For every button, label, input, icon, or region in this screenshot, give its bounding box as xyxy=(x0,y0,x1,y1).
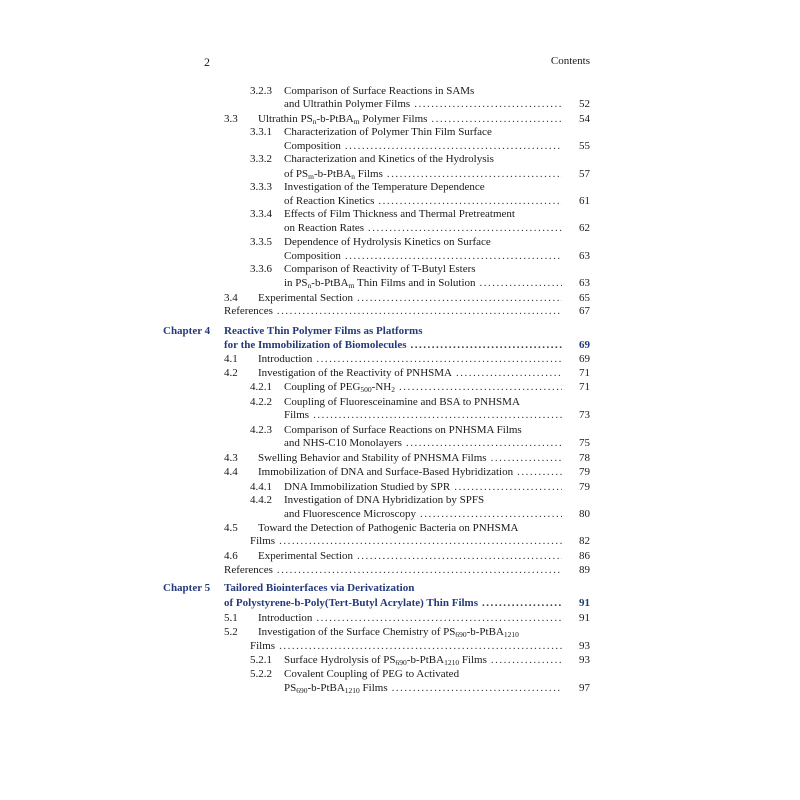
section-title: and Ultrathin Polymer Films xyxy=(284,98,411,110)
section-title: DNA Immobilization Studied by SPR xyxy=(284,481,451,493)
dot-leader xyxy=(482,597,562,610)
toc-entry xyxy=(250,640,590,653)
section-title: of $PS_m-b-PtBA_n$ Films xyxy=(284,168,383,181)
section-title: Covalent Coupling of PEG to Activated xyxy=(284,668,460,680)
page-number-ref: 82 xyxy=(579,535,590,547)
toc-entry xyxy=(224,367,590,380)
toc-entry xyxy=(250,126,590,139)
toc-entry xyxy=(250,263,590,276)
page-number-ref: 63 xyxy=(579,277,590,289)
toc-entry xyxy=(284,222,590,235)
section-title: Characterization of Polymer Thin Film Surface xyxy=(284,126,492,138)
dot-leader xyxy=(277,564,562,577)
section-number: 3.4 xyxy=(224,292,238,304)
section-number: 4.6 xyxy=(224,550,238,562)
toc-entry xyxy=(284,250,590,263)
section-title: Films xyxy=(284,409,310,421)
section-number: 3.3.2 xyxy=(250,153,272,165)
page-number-ref: 65 xyxy=(579,292,590,304)
toc-entry xyxy=(284,140,590,153)
section-title: Coupling of Fluoresceinamine and BSA to PNHSMA xyxy=(284,396,520,408)
section-number: 5.2.1 xyxy=(250,654,272,666)
section-title: Experimental Section xyxy=(258,292,353,304)
section-title: Introduction xyxy=(258,353,313,365)
section-title: Introduction xyxy=(258,612,313,624)
section-title: Coupling of $PEG_{500}-NH_2$ xyxy=(284,381,395,394)
dot-leader xyxy=(279,535,562,548)
dot-leader xyxy=(313,409,562,422)
toc-entry xyxy=(224,339,590,352)
running-header: Contents xyxy=(550,55,590,67)
dot-leader xyxy=(279,640,562,653)
page-number-ref: 54 xyxy=(579,113,590,125)
page-number: 2 xyxy=(204,55,210,69)
section-title: Swelling Behavior and Stability of PNHSMA Films xyxy=(258,452,487,464)
section-title: for the Immobilization of Biomolecules xyxy=(224,339,407,351)
page-number-ref: 71 xyxy=(579,367,590,379)
page-number-ref: 93 xyxy=(579,654,590,666)
toc-entry xyxy=(224,325,590,338)
section-title: of Polystyrene-b-Poly(Tert-Butyl Acrylate) Thin Films xyxy=(224,597,478,609)
section-title: of Reaction Kinetics xyxy=(284,195,375,207)
section-number: 3.3.5 xyxy=(250,236,272,248)
section-number: 4.4.2 xyxy=(250,494,272,506)
section-number: 5.2 xyxy=(224,626,238,638)
toc-entry xyxy=(284,168,590,181)
section-number: 3.3.4 xyxy=(250,208,272,220)
toc-entry xyxy=(284,98,590,111)
section-title: on Reaction Rates xyxy=(284,222,365,234)
toc-entry xyxy=(284,409,590,422)
toc-entry xyxy=(224,564,590,577)
section-number: 3.3 xyxy=(224,113,238,125)
section-title: Characterization and Kinetics of the Hydrolysis xyxy=(284,153,494,165)
toc-entry xyxy=(250,654,590,667)
dot-leader xyxy=(368,222,562,235)
page-number-ref: 69 xyxy=(579,339,590,351)
dot-leader xyxy=(345,250,562,263)
dot-leader xyxy=(456,367,562,380)
dot-leader xyxy=(420,508,562,521)
section-title: Investigation of the Temperature Dependence xyxy=(284,181,485,193)
section-title: Comparison of Surface Reactions on PNHSMA Films xyxy=(284,424,522,436)
toc-entry xyxy=(224,582,590,595)
section-number: 4.5 xyxy=(224,522,238,534)
dot-leader xyxy=(491,654,562,667)
dot-leader xyxy=(316,612,562,625)
toc-entry xyxy=(250,381,590,394)
page-number-ref: 67 xyxy=(579,305,590,317)
dot-leader xyxy=(392,682,562,695)
section-title: Composition xyxy=(284,140,341,152)
page-number-ref: 71 xyxy=(579,381,590,393)
section-number: 3.2.3 xyxy=(250,85,272,97)
page-number-ref: 52 xyxy=(579,98,590,110)
section-number: 4.4 xyxy=(224,466,238,478)
dot-leader xyxy=(411,339,563,352)
page-number-ref: 91 xyxy=(579,612,590,624)
toc-entry xyxy=(224,550,590,563)
section-number: 4.2.2 xyxy=(250,396,272,408)
section-number: 3.3.1 xyxy=(250,126,272,138)
section-number: 3.3.6 xyxy=(250,263,272,275)
toc-entry xyxy=(224,612,590,625)
page-number-ref: 91 xyxy=(579,597,590,609)
dot-leader xyxy=(480,277,562,290)
toc-entry xyxy=(284,195,590,208)
toc-entry xyxy=(250,494,590,507)
section-number: 5.1 xyxy=(224,612,238,624)
section-number: 4.2.3 xyxy=(250,424,272,436)
chapter-label: Chapter 4 xyxy=(163,325,211,337)
toc-entry xyxy=(224,597,590,610)
page-number-ref: 57 xyxy=(579,168,590,180)
toc-entry xyxy=(250,396,590,409)
section-title: in $PS_n-b-PtBA_m$ Thin Films and in Solution xyxy=(284,277,476,290)
page-number-ref: 89 xyxy=(579,564,590,576)
section-title: Composition xyxy=(284,250,341,262)
toc-entry xyxy=(250,668,590,681)
dot-leader xyxy=(316,353,562,366)
section-title: Toward the Detection of Pathogenic Bacteria on PNHSMA xyxy=(258,522,519,534)
toc-entry xyxy=(284,437,590,450)
page-number-ref: 78 xyxy=(579,452,590,464)
page-number-ref: 55 xyxy=(579,140,590,152)
page-number-ref: 62 xyxy=(579,222,590,234)
section-number: 4.3 xyxy=(224,452,238,464)
section-title: Comparison of Surface Reactions in SAMs xyxy=(284,85,475,97)
toc-entry xyxy=(284,508,590,521)
toc-entry xyxy=(224,305,590,318)
section-title: References xyxy=(224,564,273,576)
section-number: 4.2.1 xyxy=(250,381,272,393)
page-number-ref: 93 xyxy=(579,640,590,652)
page-number-ref: 97 xyxy=(579,682,590,694)
toc-entry xyxy=(284,277,590,290)
dot-leader xyxy=(517,466,562,479)
dot-leader xyxy=(345,140,562,153)
section-title: Films xyxy=(250,535,276,547)
page-number-ref: 75 xyxy=(579,437,590,449)
dot-leader xyxy=(277,305,562,318)
section-title: Effects of Film Thickness and Thermal Pretreatment xyxy=(284,208,515,220)
dot-leader xyxy=(357,550,562,563)
page-number-ref: 63 xyxy=(579,250,590,262)
toc-entry xyxy=(224,466,590,479)
section-number: 4.4.1 xyxy=(250,481,272,493)
toc-entry xyxy=(250,236,590,249)
toc-entry xyxy=(224,522,590,535)
dot-leader xyxy=(414,98,562,111)
toc-entry xyxy=(224,452,590,465)
toc-entry xyxy=(250,424,590,437)
toc-entry xyxy=(250,535,590,548)
section-number: 4.1 xyxy=(224,353,238,365)
page-number-ref: 61 xyxy=(579,195,590,207)
section-title: Immobilization of DNA and Surface-Based Hybridization xyxy=(258,466,514,478)
page-number-ref: 69 xyxy=(579,353,590,365)
dot-leader xyxy=(357,292,562,305)
section-title: Investigation of the Reactivity of PNHSMA xyxy=(258,367,453,379)
section-title: Investigation of DNA Hybridization by SPFS xyxy=(284,494,485,506)
toc-entry xyxy=(250,181,590,194)
section-title: Ultrathin $PS_n-b-PtBA_m$ Polymer Films xyxy=(258,113,428,126)
toc-entry xyxy=(250,481,590,494)
toc-entry xyxy=(224,292,590,305)
toc-entry xyxy=(224,113,590,126)
section-title: Reactive Thin Polymer Films as Platforms xyxy=(224,325,423,337)
section-number: 3.3.3 xyxy=(250,181,272,193)
section-title: Experimental Section xyxy=(258,550,353,562)
page-number-ref: 80 xyxy=(579,508,590,520)
toc-entry xyxy=(284,682,590,695)
page-number-ref: 79 xyxy=(579,481,590,493)
section-title: Films xyxy=(250,640,276,652)
section-title: Surface Hydrolysis of $PS_{690}-b-PtBA_{1210}$ Films xyxy=(284,654,487,667)
dot-leader xyxy=(406,437,562,450)
dot-leader xyxy=(454,481,562,494)
section-title: Dependence of Hydrolysis Kinetics on Surface xyxy=(284,236,491,248)
dot-leader xyxy=(387,168,562,181)
section-title: References xyxy=(224,305,273,317)
toc-entry xyxy=(224,626,590,639)
page-number-ref: 86 xyxy=(579,550,590,562)
toc-entry xyxy=(250,85,590,98)
dot-leader xyxy=(491,452,562,465)
section-number: 4.2 xyxy=(224,367,238,379)
section-title: Comparison of Reactivity of T-Butyl Esters xyxy=(284,263,476,275)
section-title: $PS_{690}-b-PtBA_{1210}$ Films xyxy=(284,682,388,695)
section-title: and NHS-C10 Monolayers xyxy=(284,437,402,449)
section-title: Investigation of the Surface Chemistry of $PS_{690}-b-PtBA_{1210}$ xyxy=(258,626,519,639)
section-number: 5.2.2 xyxy=(250,668,272,680)
section-title: and Fluorescence Microscopy xyxy=(284,508,416,520)
toc-entry xyxy=(224,353,590,366)
page-number-ref: 73 xyxy=(579,409,590,421)
dot-leader xyxy=(378,195,562,208)
page-number-ref: 79 xyxy=(579,466,590,478)
toc-entry xyxy=(250,208,590,221)
chapter-label: Chapter 5 xyxy=(163,582,211,594)
toc-entry xyxy=(250,153,590,166)
dot-leader xyxy=(431,113,562,126)
dot-leader xyxy=(399,381,562,394)
section-title: Tailored Biointerfaces via Derivatization xyxy=(224,582,415,594)
